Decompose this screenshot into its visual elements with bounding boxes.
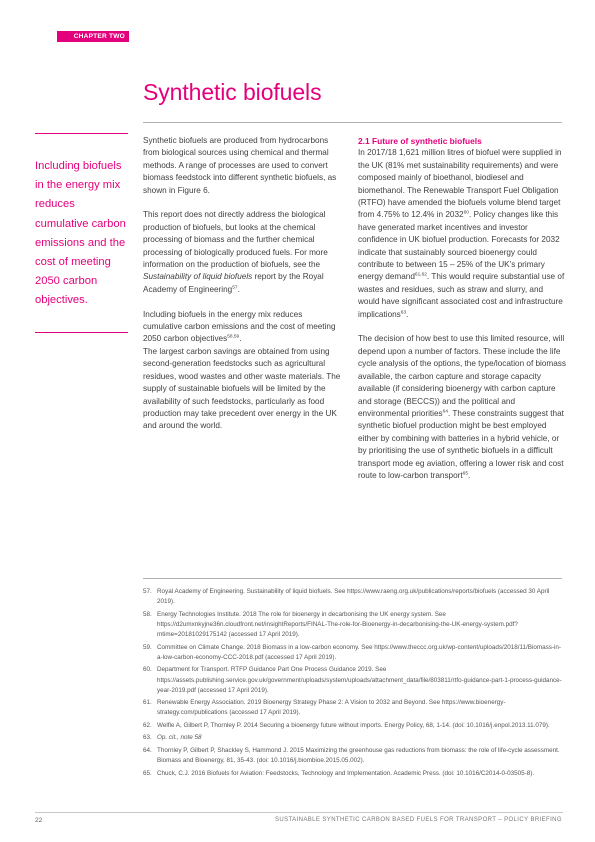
reference-number: 59. <box>143 643 152 651</box>
reference-text: Chuck, C.J. 2016 Biofuels for Aviation: Feedstocks, Technology and Implementation. Academic Press. (doi: 10.1016/C2014-0-03505-8). <box>157 769 535 777</box>
page-title: Synthetic biofuels <box>143 79 322 105</box>
footnote-ref: 65 <box>462 471 469 477</box>
reference-number: 61. <box>143 699 152 707</box>
page-number: 22 <box>35 817 43 824</box>
paragraph-decision: The decision of how best to use this limited resource, will depend upon a number of factors. These include the life cycle analysis of the options, the type/location of biomass available, the carbon capture and storage capacity available (if considering bioenergy with carbon capture and storage (BECCS)) and the political and environmental priorities$^{64}$. These constraints suggest that synthetic biofuel production might be best employed either by combining with batteries in a hybrid vehicle, or by prioritising the use of synthetic biofuels in a difficult transport mode eg aviation, offering a lower risk and cost route to low-carbon transport$^{65}$. <box>358 334 566 480</box>
references-divider <box>143 578 562 579</box>
reference-number: 63. <box>143 734 152 742</box>
footnote-ref: 60 <box>463 210 469 216</box>
footer-title: SUSTAINABLE SYNTHETIC CARBON BASED FUELS FOR TRANSPORT – POLICY BRIEFING <box>275 817 562 823</box>
reference-number: 57. <box>143 588 152 595</box>
references-list <box>143 587 563 781</box>
paragraph-emissions: Including biofuels in the energy mix reduces cumulative carbon emissions and the cost of meeting 2050 carbon objectives$^{58,59}$. <box>143 309 336 344</box>
reference-item <box>143 721 563 731</box>
paragraph-scope: This report does not directly address the biological production of biofuels, but looks at the chemical processing of biomass and the further chemical processing of biologically produced fuels. For more information on the production of biofuels, see the Sustainability of liquid biofuels report by the Royal Academy of Engineering$^{57}$. <box>143 210 328 294</box>
reference-item <box>143 698 563 718</box>
reference-text: Department for Transport. RTFP Guidance Part One Process Guidance 2019. See https://assets.publishing.service.gov.uk/government/uploads/system/uploads/attachment_data/file/803811/rtfo-guidance-part-1-process-guidance-year-2019.pdf (accessed 17 April 2019). <box>157 666 562 694</box>
paragraph-intro: Synthetic biofuels are produced from hydrocarbons from biological sources using chemical and thermal methods. A range of processes are used to convert biomass feedstock into different synthetic biofuels, as shown in Figure 6. <box>143 136 337 195</box>
reference-item <box>143 643 563 663</box>
reference-item <box>143 665 563 696</box>
pull-quote-text: Including biofuels in the energy mix reduces cumulative carbon emissions and the cost of meeting 2050 carbon objectives. <box>35 160 126 307</box>
reference-text: Thornley P, Gilbert P, Shackley S, Hammond J. 2015 Maximizing the greenhouse gas reductions from biomass: the role of life-cycle assessment. Biomass and Bioenergy, 81, 35-43. (doi: 10.1016/j.biombioe.2015.05.002). <box>157 746 560 765</box>
report-title-link: Sustainability of liquid biofuels <box>143 272 253 282</box>
reference-text: Committee on Climate Change. 2018 Biomass in a low-carbon economy. See https://www.theccc.org.uk/wp-content/uploads/2018/11/Biomass-in-a-low-carbon-economy-CCC-2018.pdf (accessed 17 April 2019). <box>157 643 562 661</box>
paragraph-feedstocks: The largest carbon savings are obtained from using second-generation feedstocks such as agricultural residues, wood wastes and other waste materials. The supply of sustainable biofuels will be limited by the availability of such feedstocks, particularly as food production may take precedent over energy in the UK and around the world. <box>143 346 341 431</box>
reference-number: 62. <box>143 721 152 729</box>
reference-text: Welfle A, Gilbert P, Thornley P. 2014 Securing a bioenergy future without imports. Energy Policy, 68, 1-14. (doi: 10.1016/j.enpol.2013.11.079). <box>157 721 550 729</box>
reference-item <box>143 610 563 641</box>
reference-item <box>143 769 563 779</box>
reference-number: 58. <box>143 610 152 618</box>
right-column <box>358 135 566 495</box>
reference-text: Energy Technologies Institute. 2018 The role for bioenergy in decarbonising the UK energy system. See https://d2umxnkyjne36n.cloudfront.net/insightReports/FINAL-The-role-for-Bioenergy-in-decarbonising-the-UK-energy-system.pdf?mtime=20181029175142 (accessed 17 April 2019). <box>157 610 518 639</box>
reference-text: Op. cit., note 58 <box>157 734 202 742</box>
chapter-label: CHAPTER TWO <box>57 31 129 42</box>
paragraph-future: In 2017/18 1,621 million litres of biofuel were supplied in the UK (81% met sustainability requirements) and were composed mainly of bioethanol, biodiesel and biomethanol. The Renewable Transport Fuel Obligation (RTFO) have amended the biofuels volume blend target from 4.75% to 12.4% in 2032$^{60}$. Policy changes like this have generated market incentives and investor confidence in UK biofuel production. Forecasts for 2032 indicate that sustainably sourced bioenergy could contribute to between 15 – 25% of the UK’s primary energy demand$^{61,62}$. This would require substantial use of wastes and residues, such as straw and slurry, and would have significant associated cost and infrastructure implications$^{63}$. <box>358 148 565 319</box>
reference-item <box>143 733 563 743</box>
pull-quote <box>35 133 128 333</box>
reference-number: 60. <box>143 666 152 674</box>
footnote-ref: 63 <box>400 309 407 315</box>
reference-item <box>143 746 563 766</box>
title-divider <box>143 122 562 123</box>
footer-divider <box>35 812 563 813</box>
reference-text: Royal Academy of Engineering. Sustainability of liquid biofuels. See https://www.raeng.org.uk/publications/reports/biofuels (accessed 30 April 2019). <box>157 588 550 606</box>
reference-number: 65. <box>143 769 152 777</box>
footnote-ref: 64 <box>442 409 448 415</box>
footnote-ref: 57 <box>232 285 238 291</box>
reference-number: 64. <box>143 746 152 754</box>
left-column <box>143 135 343 445</box>
reference-text: Renewable Energy Association. 2019 Bioenergy Strategy Phase 2: A Vision to 2032 and Beyond. See https://www.bioenergy-strategy.com/publications (accessed 17 April 2019). <box>157 699 506 717</box>
footnote-ref: 58,59 <box>227 334 240 340</box>
reference-item <box>143 587 563 607</box>
section-heading: 2.1 Future of synthetic biofuels <box>358 136 482 146</box>
footnote-ref: 61,62 <box>414 272 427 278</box>
